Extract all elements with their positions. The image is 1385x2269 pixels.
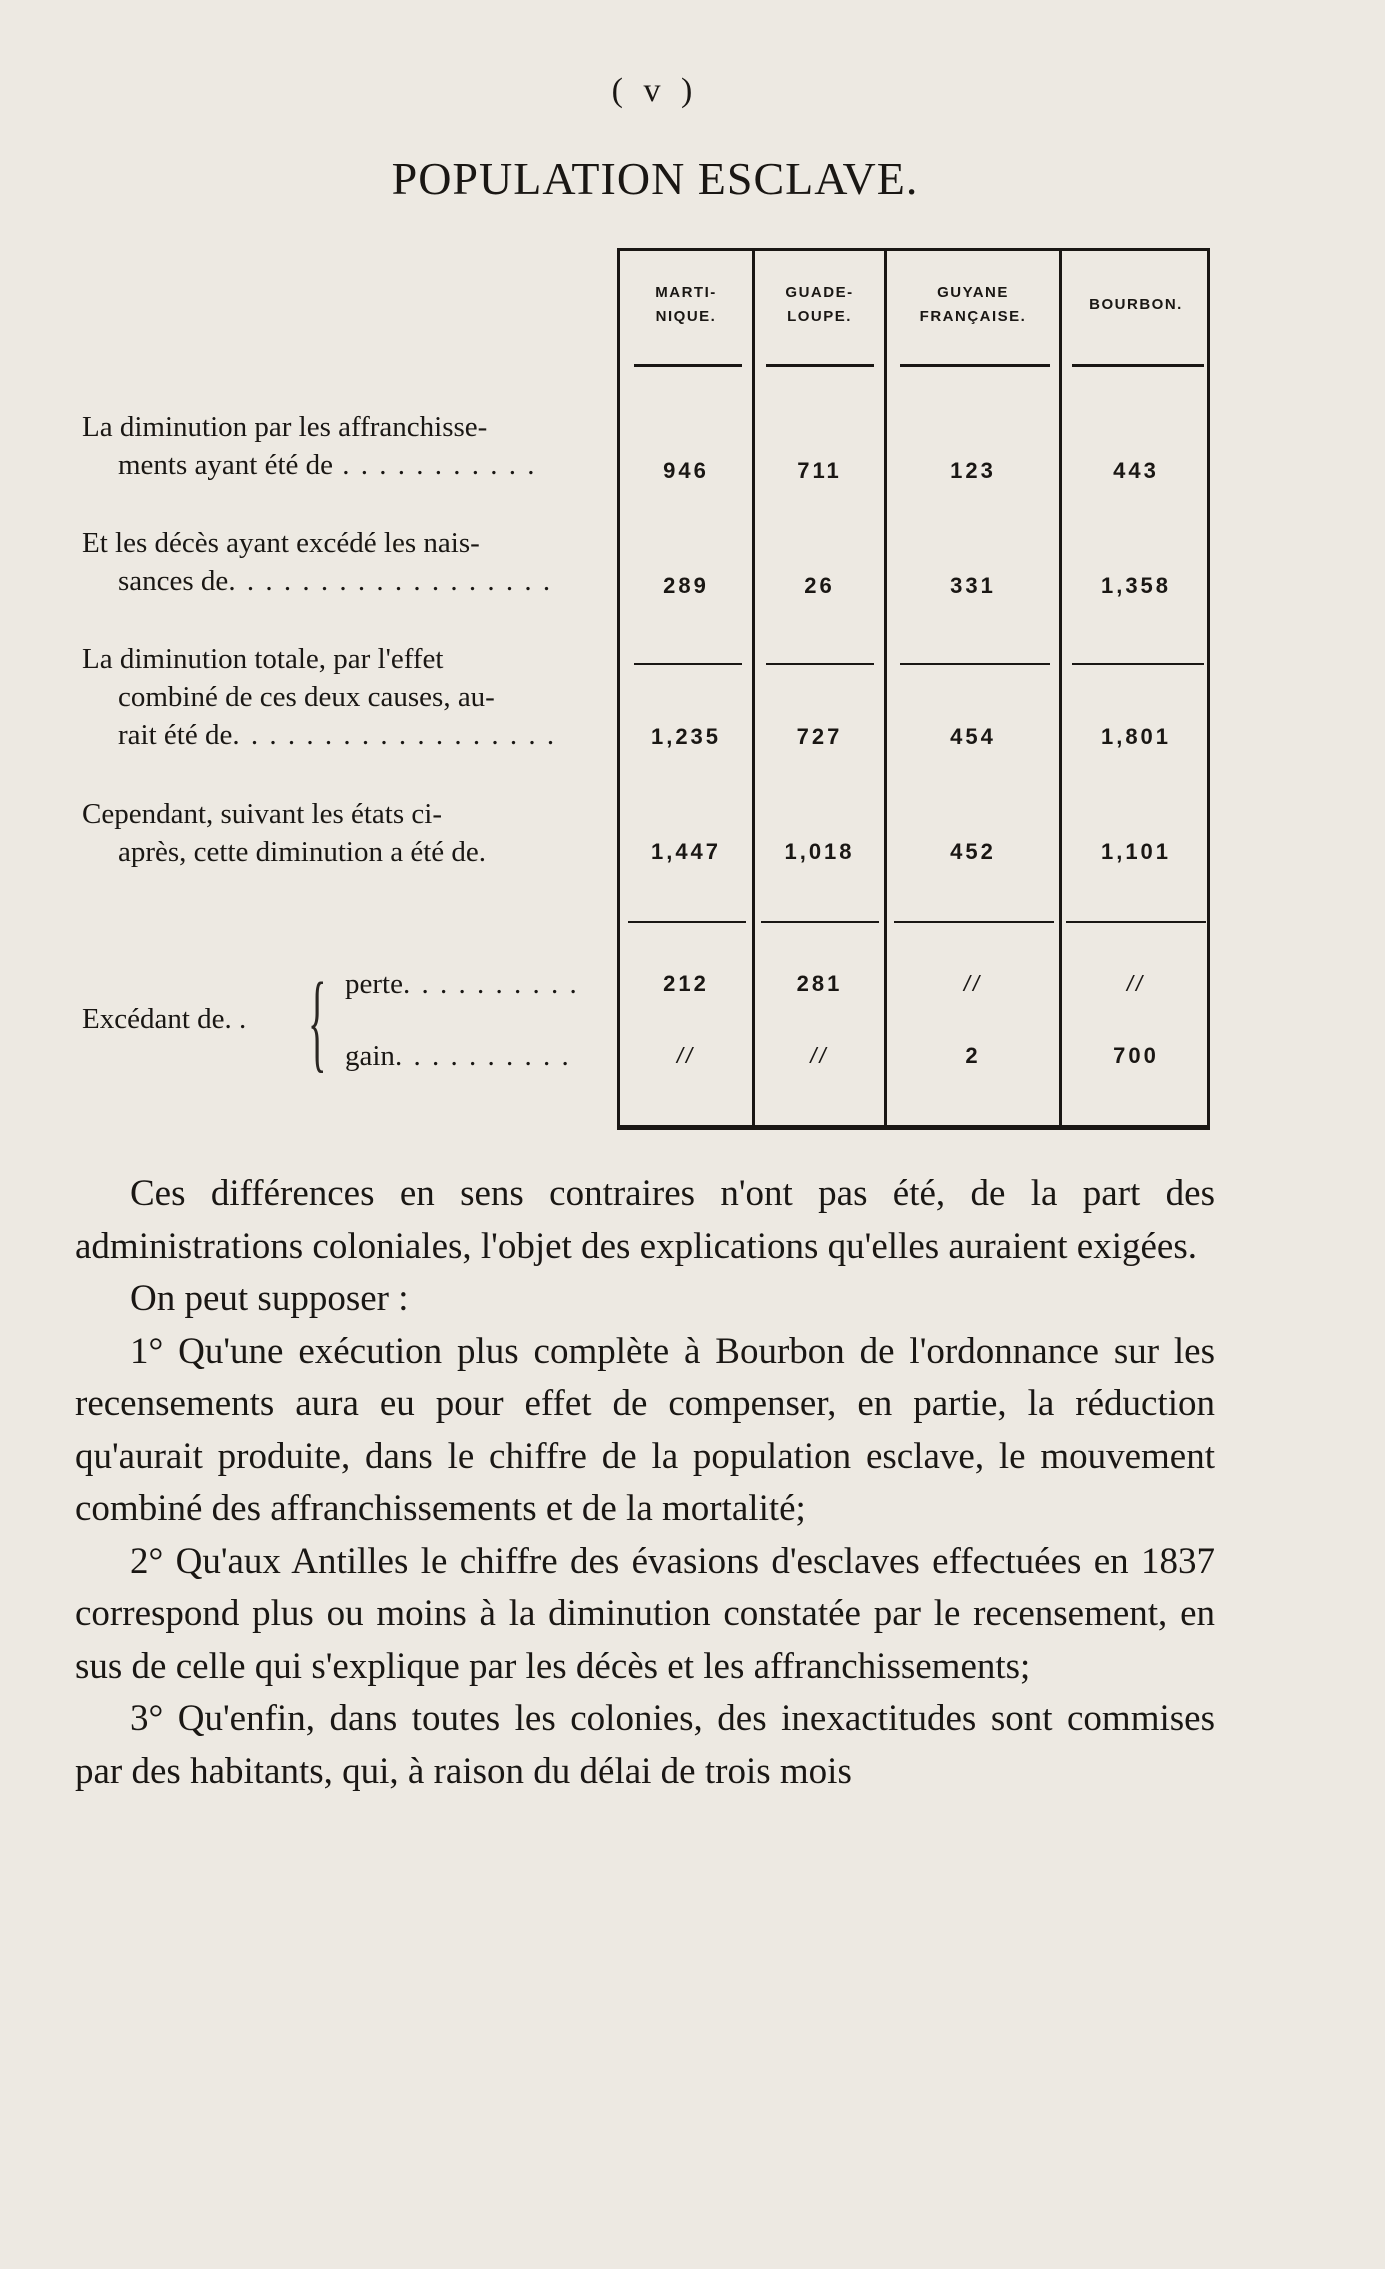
sum-rule (634, 663, 742, 665)
cell-r3-martinique: 1,235 (650, 724, 722, 749)
diff-rule (894, 921, 1054, 923)
cell-perte-guyane: // (963, 971, 983, 996)
gain-label: gain. . . . . . . . . . (345, 1040, 571, 1072)
row-label-line: La diminution par les affranchisse- (82, 411, 488, 443)
row-label-affranchissements (82, 408, 612, 484)
cell-r1-guyane: 123 (950, 458, 996, 483)
paragraph: Ces différences en sens contraires n'ont pas été, de la part des administrations coloniales, l'objet des explications qu'elles auraient exigées. (75, 1173, 1215, 1267)
sum-rule (766, 663, 874, 665)
header-rule (634, 364, 742, 367)
row-label-line: sances de (118, 565, 229, 597)
sum-rule (1072, 663, 1204, 665)
leader-dots: . . . . . . . . . . (402, 968, 579, 1000)
row-label-line: ments ayant été de (118, 449, 333, 481)
perte-label: perte. . . . . . . . . . (345, 968, 579, 1000)
row-label-line: Et les décès ayant excédé les nais- (82, 527, 480, 559)
diff-rule (1066, 921, 1206, 923)
diff-rule (761, 921, 879, 923)
leader-dots: . . . . . . . . . . (394, 1040, 571, 1072)
paragraph: On peut supposer : (130, 1278, 409, 1319)
page-title: POPULATION ESCLAVE. (391, 153, 919, 204)
col-head-guyane: GUYANE FRANÇAISE. (919, 284, 1027, 325)
leader-dots: . . . . . . . . . . . (333, 449, 537, 481)
body-text (75, 1168, 1215, 1798)
row-label-line: combiné de ces deux causes, au- (118, 681, 495, 713)
cell-perte-martinique: 212 (663, 971, 709, 996)
cell-r2-guadeloupe: 26 (804, 573, 835, 598)
col-head-guadeloupe: GUADE- LOUPE. (785, 284, 854, 325)
excedant-label: Excédant de. . (82, 1003, 247, 1035)
cell-r1-martinique: 946 (663, 458, 709, 483)
cell-r4-guyane: 452 (950, 839, 996, 864)
leader-dots: . . . . . . . . . . . . . . . . . . (228, 565, 553, 597)
cell-gain-guyane: 2 (965, 1043, 981, 1068)
row-label-cependant (82, 795, 612, 871)
row-label-line: rait été de (118, 719, 233, 751)
col-head-bourbon: BOURBON. (1089, 296, 1183, 313)
paragraph: 3° Qu'enfin, dans toutes les colonies, des inexactitudes sont commises par des habitants, qui, à raison du délai de trois mois (75, 1698, 1215, 1792)
row-label-diminution-totale (82, 640, 612, 754)
cell-r3-guyane: 454 (950, 724, 996, 749)
row-label-line: La diminution totale, par l'effet (82, 643, 444, 675)
cell-r4-guadeloupe: 1,018 (784, 839, 855, 864)
row-label-deces (82, 524, 612, 600)
cell-r3-guadeloupe: 727 (796, 724, 843, 749)
cell-r2-martinique: 289 (663, 573, 709, 598)
cell-r2-guyane: 331 (950, 573, 996, 598)
row-label-line: Cependant, suivant les états ci- (82, 798, 442, 830)
page-number: ( v ) (611, 72, 699, 109)
brace-glyph: { (308, 960, 327, 1082)
cell-perte-bourbon: // (1126, 971, 1146, 996)
cell-perte-guadeloupe: 281 (796, 971, 843, 996)
cell-r3-bourbon: 1,801 (1100, 724, 1172, 749)
diff-rule (628, 921, 746, 923)
header-rule (1072, 364, 1204, 367)
cell-r4-martinique: 1,447 (650, 839, 722, 864)
cell-r1-bourbon: 443 (1113, 458, 1159, 483)
col-head-martinique: MARTI- NIQUE. (655, 284, 717, 325)
cell-r4-bourbon: 1,101 (1100, 839, 1172, 864)
sum-rule (900, 663, 1050, 665)
cell-r1-guadeloupe: 711 (797, 458, 842, 483)
paragraph: 1° Qu'une exécution plus complète à Bourbon de l'ordonnance sur les recensements aura eu pour effet de compenser, en partie, la réduction qu'aurait produite, dans le chiffre de la population esclave, le mouvement combiné des affranchissements et de la mortalité; (75, 1330, 1215, 1529)
row-label-line: après, cette diminution a été de. (118, 836, 486, 868)
header-rule (766, 364, 874, 367)
cell-gain-bourbon: 700 (1113, 1043, 1159, 1068)
header-rule (900, 364, 1050, 367)
leader-dots: . . . . . . . . . . . . . . . . . . (232, 719, 557, 751)
data-table (617, 248, 1210, 1130)
cell-gain-guadeloupe: // (810, 1043, 829, 1068)
cell-r2-bourbon: 1,358 (1100, 573, 1172, 598)
paragraph: 2° Qu'aux Antilles le chiffre des évasions d'esclaves effectuées en 1837 correspond plus ou moins à la diminution constatée par le recensement, en sus de celle qui s'explique par les décès et les affranchissements; (75, 1540, 1215, 1687)
cell-gain-martinique: // (676, 1043, 696, 1068)
